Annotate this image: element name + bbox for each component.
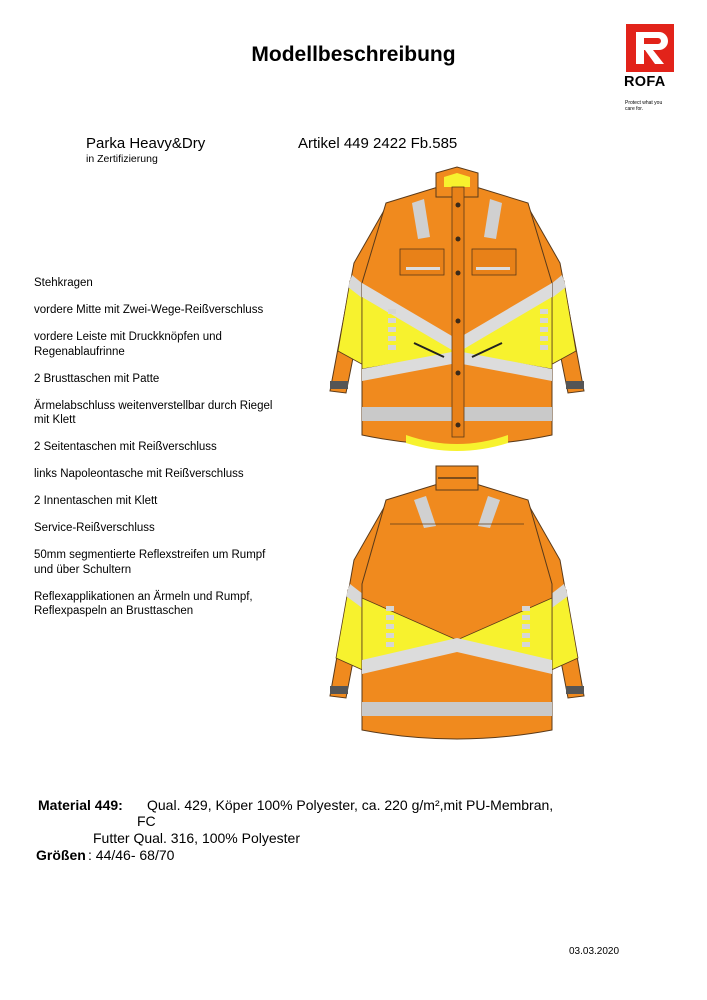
brand-name: ROFA (624, 74, 666, 90)
feature-item: Reflexapplikationen an Ärmeln und Rumpf, Reflexpaspeln an Brusttaschen (34, 590, 253, 617)
brand-tagline-line2: care for. (625, 106, 644, 112)
front-left-chest-pocket (400, 249, 444, 275)
brand-tagline-line1: Protect what you (625, 100, 663, 106)
model-name: Parka Heavy&Dry (86, 135, 206, 152)
feature-item: Ärmelabschluss weitenverstellbar durch Riegel mit Klett (34, 399, 273, 426)
back-reflective-hem-band (362, 702, 552, 716)
front-right-pocket-piping (476, 267, 510, 270)
front-placket (452, 187, 464, 437)
snap-button (456, 237, 461, 242)
snap-button (456, 319, 461, 324)
feature-item: vordere Leiste mit Druckknöpfen und Regenablaufrinne (34, 331, 222, 358)
feature-item: 50mm segmentierte Reflexstreifen um Rumpf und über Schultern (34, 549, 266, 576)
material-outer-fabric-cont: FC (137, 813, 156, 829)
jacket-front-illustration (326, 163, 588, 459)
front-left-cuff-tab (330, 381, 348, 389)
brand-logo (622, 24, 682, 119)
material-outer-fabric: Qual. 429, Köper 100% Polyester, ca. 220 g/m²,mit PU-Membran, (147, 797, 554, 813)
brand-tagline (625, 100, 662, 112)
feature-item: Stehkragen (34, 277, 93, 289)
material-lining: Futter Qual. 316, 100% Polyester (93, 830, 300, 846)
rofa-logo-icon (626, 24, 674, 72)
sizes-label: Größen (36, 847, 86, 863)
certification-status: in Zertifizierung (86, 153, 158, 165)
front-right-chest-pocket (472, 249, 516, 275)
front-left-pocket-piping (406, 267, 440, 270)
article-number: Artikel 449 2422 Fb.585 (298, 135, 458, 152)
feature-item: 2 Innentaschen mit Klett (34, 495, 158, 507)
snap-button (456, 271, 461, 276)
back-left-cuff-tab (330, 686, 348, 694)
snap-button (456, 371, 461, 376)
back-right-cuff-tab (566, 686, 584, 694)
document-title: Modellbeschreibung (251, 43, 456, 66)
snap-button (456, 423, 461, 428)
material-label: Material 449: (38, 797, 123, 813)
feature-item: links Napoleontasche mit Reißverschluss (34, 468, 244, 480)
snap-button (456, 203, 461, 208)
feature-item: 2 Seitentaschen mit Reißverschluss (34, 441, 217, 453)
sizes-value: : 44/46- 68/70 (88, 847, 175, 863)
feature-item: 2 Brusttaschen mit Patte (34, 372, 160, 385)
front-right-cuff-tab (566, 381, 584, 389)
feature-item: vordere Mitte mit Zwei-Wege-Reißverschluss (34, 304, 264, 316)
feature-item: Service-Reißverschluss (34, 522, 155, 534)
document-date: 03.03.2020 (569, 946, 620, 957)
jacket-back-illustration (326, 464, 588, 750)
feature-list (34, 276, 274, 631)
